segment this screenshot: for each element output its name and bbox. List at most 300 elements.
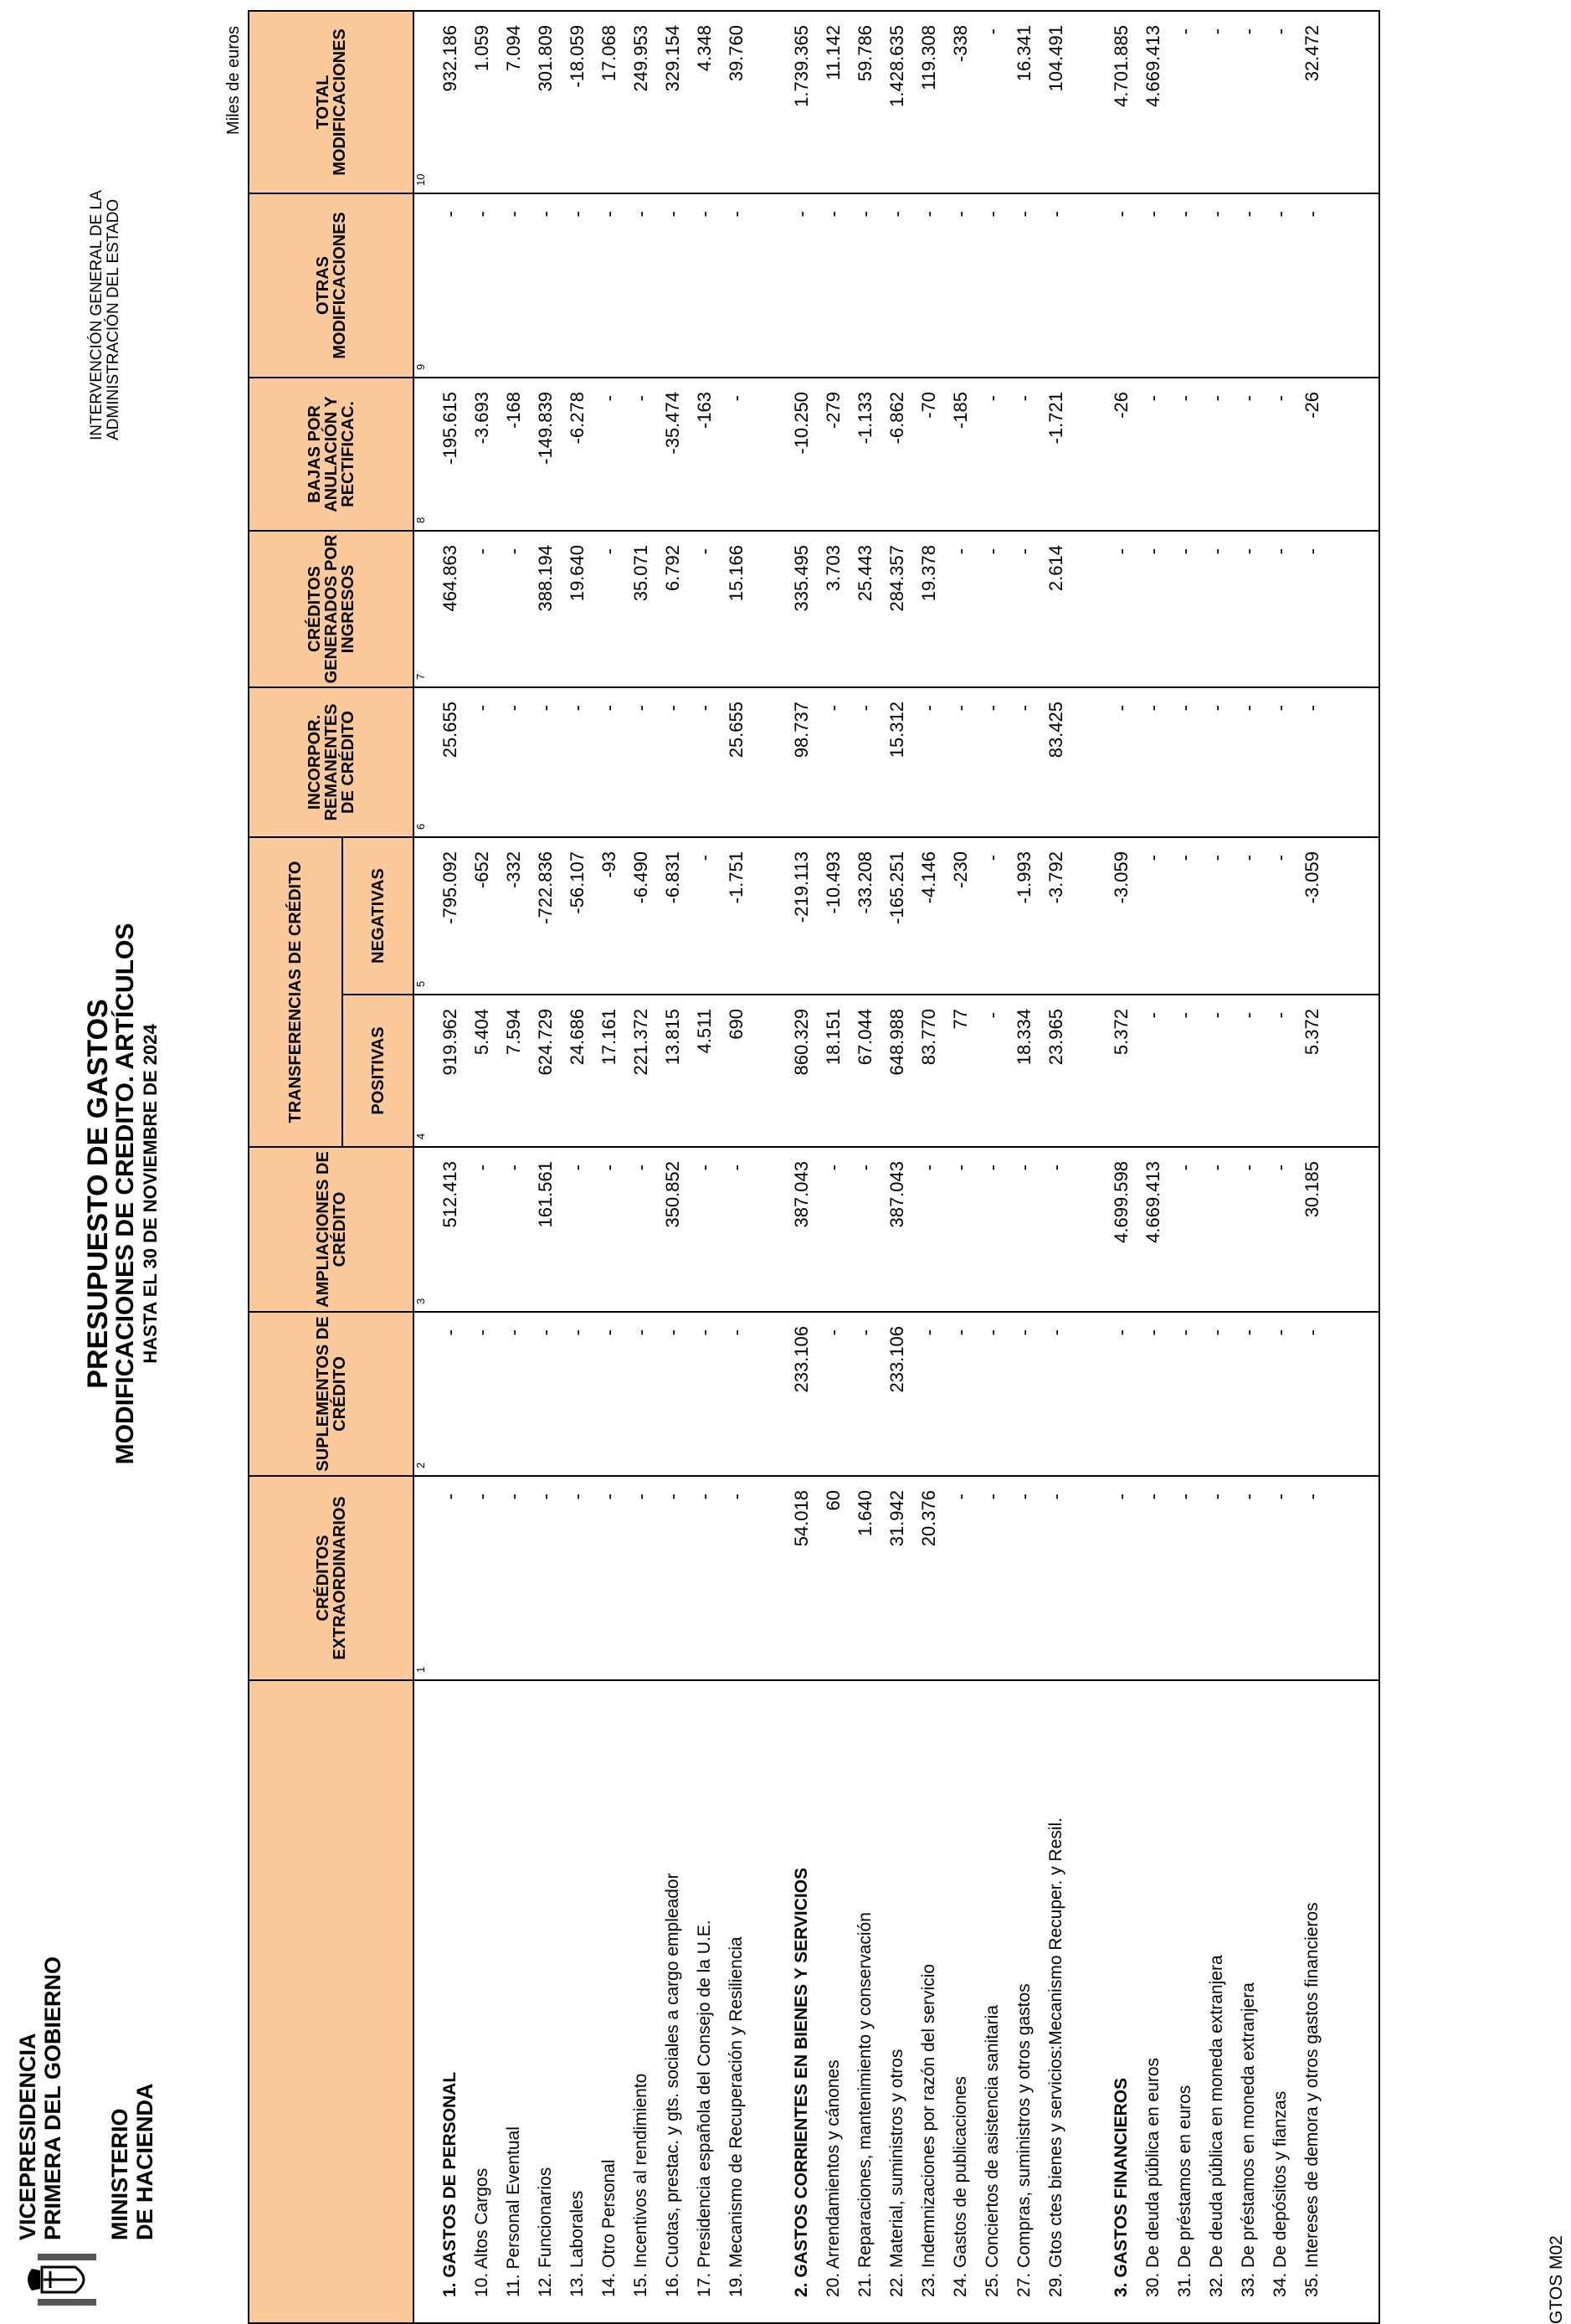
spacer-cell [752,531,786,687]
value-cell: - [1040,193,1072,378]
header-total: TOTAL MODIFICACIONES [249,11,413,193]
value-cell: 83.425 [1040,687,1072,837]
value-cell: - [913,1147,945,1312]
value-cell: - [850,193,881,378]
value-cell: - [1137,1312,1169,1476]
coat-of-arms-logo [25,2250,105,2309]
value-cell: 464.863 [434,531,466,687]
column-number: 5 [413,837,434,995]
value-cell: - [1201,531,1233,687]
value-cell: 648.988 [881,995,913,1147]
value-cell: 1.428.635 [881,11,913,193]
value-cell: - [1265,1147,1296,1312]
value-cell: -652 [466,837,498,995]
page-subtitle: MODIFICACIONES DE CREDITO. ARTÍCULOS [111,923,139,1465]
value-cell: - [498,193,530,378]
value-cell: -795.092 [434,837,466,995]
table-row [1201,11,1233,2323]
table-row [530,11,562,2323]
bottom-cell [1328,11,1379,193]
row-label: 22. Material, suministros y otros [881,1680,913,2323]
table-row [562,11,593,2323]
table-row [1009,11,1040,2323]
value-cell: 221.372 [625,995,657,1147]
value-cell: - [721,193,752,378]
value-cell: -163 [689,378,721,531]
header-transferencias: TRANSFERENCIAS DE CRÉDITO [249,837,342,1147]
spacer-cell [1072,1147,1106,1312]
row-label: 13. Laborales [562,1680,593,2323]
value-cell: - [977,1476,1009,1680]
row-label: 16. Cuotas, prestac. y gts. sociales a cargo empleador [657,1680,689,2323]
spacer-cell [1072,531,1106,687]
table-row [1265,11,1296,2323]
ministry-line-2: DE HACIENDA [132,2083,157,2240]
column-number: 8 [413,378,434,531]
bottom-cell [1328,193,1379,378]
value-cell: 624.729 [530,995,562,1147]
page-date: HASTA EL 30 DE NOVIEMBRE DE 2024 [140,1024,161,1364]
table-row [689,11,721,2323]
table-row [1106,11,1137,2323]
row-label: 2. GASTOS CORRIENTES EN BIENES Y SERVICIOS [786,1680,818,2323]
spacer-cell [1072,687,1106,837]
value-cell: 104.491 [1040,11,1072,193]
value-cell: 387.043 [786,1147,818,1312]
value-cell: 5.372 [1296,995,1328,1147]
value-cell: - [689,837,721,995]
value-cell: - [1009,531,1040,687]
value-cell: - [625,1312,657,1476]
value-cell: -6.831 [657,837,689,995]
value-cell: 860.329 [786,995,818,1147]
value-cell: - [1233,1147,1265,1312]
value-cell: -3.792 [1040,837,1072,995]
value-cell: 284.357 [881,531,913,687]
value-cell: 512.413 [434,1147,466,1312]
value-cell: 919.962 [434,995,466,1147]
row-label: 21. Reparaciones, mantenimiento y conservación [850,1680,881,2323]
value-cell: - [562,1312,593,1476]
value-cell: 54.018 [786,1476,818,1680]
row-label: 20. Arrendamientos y cánones [818,1680,850,2323]
spacer-row [752,11,786,2323]
value-cell: - [1169,1147,1201,1312]
value-cell: 19.378 [913,531,945,687]
value-cell: -230 [945,837,977,995]
value-cell: - [1137,687,1169,837]
value-cell: - [1233,995,1265,1147]
value-cell: - [1040,1147,1072,1312]
value-cell: - [434,1312,466,1476]
value-cell: -18.059 [562,11,593,193]
value-cell: - [498,687,530,837]
value-cell: -149.839 [530,378,562,531]
value-cell: 4.701.885 [1106,11,1137,193]
value-cell: - [1137,1476,1169,1680]
bottom-cell [1328,1147,1379,1312]
table-row [1296,11,1328,2323]
value-cell: 18.151 [818,995,850,1147]
value-cell: - [434,1476,466,1680]
value-cell: - [1169,193,1201,378]
column-number: 2 [413,1312,434,1476]
row-label: 24. Gastos de publicaciones [945,1680,977,2323]
spacer-cell [752,193,786,378]
value-cell: 233.106 [881,1312,913,1476]
value-cell: - [562,1147,593,1312]
value-cell: - [818,1147,850,1312]
value-cell: -6.490 [625,837,657,995]
table-row [625,11,657,2323]
table-row [1137,11,1169,2323]
bottom-cell [1328,687,1379,837]
table-row [593,11,625,2323]
value-cell: 161.561 [530,1147,562,1312]
value-cell: 60 [818,1476,850,1680]
bottom-cell [1328,1680,1379,2323]
value-cell: -279 [818,378,850,531]
value-cell: 932.186 [434,11,466,193]
value-cell: - [945,193,977,378]
row-label: 11. Personal Eventual [498,1680,530,2323]
value-cell: -219.113 [786,837,818,995]
value-cell: - [1137,995,1169,1147]
table-row [721,11,752,2323]
agency-line-2: ADMINISTRACIÓN DEL ESTADO [105,198,122,440]
column-number: 10 [413,11,434,193]
row-label: 3. GASTOS FINANCIEROS [1106,1680,1137,2323]
value-cell: 11.142 [818,11,850,193]
ministry-line-1: MINISTERIO [107,2108,132,2240]
spacer-cell [1072,378,1106,531]
header-ampliaciones: AMPLIACIONES DE CRÉDITO [249,1147,413,1312]
value-cell: 690 [721,995,752,1147]
value-cell: - [1009,1147,1040,1312]
column-number: 6 [413,687,434,837]
ministry-name [107,2083,157,2240]
value-cell: - [1106,193,1137,378]
row-label: 32. De deuda pública en moneda extranjera [1201,1680,1233,2323]
table-row [1040,11,1072,2323]
value-cell: - [498,531,530,687]
value-cell: - [1009,1312,1040,1476]
table-row [786,11,818,2323]
value-cell: 18.334 [1009,995,1040,1147]
value-cell: - [818,1312,850,1476]
value-cell: - [1296,193,1328,378]
value-cell: - [466,531,498,687]
modifications-table [248,10,1380,2324]
value-cell: 15.312 [881,687,913,837]
value-cell: 19.640 [562,531,593,687]
value-cell: - [1233,193,1265,378]
value-cell: - [530,1312,562,1476]
value-cell: 98.737 [786,687,818,837]
value-cell: -195.615 [434,378,466,531]
report-code: GTOS M02 [1547,2235,1566,2324]
value-cell: - [945,531,977,687]
bottom-cell [1328,837,1379,995]
value-cell: - [625,193,657,378]
org-line-2: PRIMERA DEL GOBIERNO [40,1956,65,2240]
value-cell: - [1169,11,1201,193]
value-cell: 30.185 [1296,1147,1328,1312]
value-cell: 24.686 [562,995,593,1147]
value-cell: -168 [498,378,530,531]
value-cell: - [1169,531,1201,687]
value-cell: - [1106,1476,1137,1680]
value-cell: 83.770 [913,995,945,1147]
value-cell: - [466,1476,498,1680]
header-negativas: NEGATIVAS [342,837,413,995]
row-label: 25. Conciertos de asistencia sanitaria [977,1680,1009,2323]
value-cell: - [1169,1476,1201,1680]
value-cell: - [625,687,657,837]
value-cell: - [945,687,977,837]
org-name [15,1956,65,2240]
table-row [913,11,945,2323]
value-cell: 5.404 [466,995,498,1147]
value-cell: - [1009,378,1040,531]
value-cell: 23.965 [1040,995,1072,1147]
row-label: 31. De préstamos en euros [1169,1680,1201,2323]
spacer-cell [752,687,786,837]
value-cell: - [1169,837,1201,995]
value-cell: - [1233,687,1265,837]
value-cell: 335.495 [786,531,818,687]
value-cell: 329.154 [657,11,689,193]
value-cell: 6.792 [657,531,689,687]
value-cell: - [1201,995,1233,1147]
value-cell: 67.044 [850,995,881,1147]
value-cell: - [1201,1147,1233,1312]
table-row [977,11,1009,2323]
value-cell: 5.372 [1106,995,1137,1147]
row-label: 30. De deuda pública en euros [1137,1680,1169,2323]
page-title: PRESUPUESTO DE GASTOS [82,999,114,1389]
value-cell: - [945,1476,977,1680]
row-label: 23. Indemnizaciones por razón del servicio [913,1680,945,2323]
value-cell: - [721,1476,752,1680]
table-row [818,11,850,2323]
agency-line-1: INTERVENCIÓN GENERAL DE LA [88,190,105,440]
table-row [1233,11,1265,2323]
value-cell: 387.043 [881,1147,913,1312]
value-cell: - [818,687,850,837]
value-cell: - [1265,1312,1296,1476]
value-cell: -1.993 [1009,837,1040,995]
value-cell: - [977,11,1009,193]
value-cell: - [721,1312,752,1476]
value-cell: - [530,1476,562,1680]
value-cell: 3.703 [818,531,850,687]
value-cell: 13.815 [657,995,689,1147]
header-incorporaciones: INCORPOR. REMANENTES DE CRÉDITO [249,687,413,837]
column-number: 7 [413,531,434,687]
spacer-cell [1072,1680,1106,2323]
value-cell: 388.194 [530,531,562,687]
value-cell: - [818,193,850,378]
value-cell: - [913,1312,945,1476]
org-line-1: VICEPRESIDENCIA [15,2033,40,2240]
value-cell: - [466,193,498,378]
value-cell: 17.161 [593,995,625,1147]
spacer-cell [752,1312,786,1476]
row-label: 35. Intereses de demora y otros gastos financieros [1296,1680,1328,2323]
value-cell: 15.166 [721,531,752,687]
spacer-cell [1072,837,1106,995]
value-cell: - [1009,687,1040,837]
value-cell: - [1106,1312,1137,1476]
row-label: 12. Funcionarios [530,1680,562,2323]
value-cell: 32.472 [1296,11,1328,193]
spacer-cell [752,11,786,193]
value-cell: - [1169,1312,1201,1476]
header-extraordinarios: CRÉDITOS EXTRAORDINARIOS [249,1476,413,1680]
row-label: 1. GASTOS DE PERSONAL [434,1680,466,2323]
value-cell: - [1296,1476,1328,1680]
value-cell: -332 [498,837,530,995]
spacer-cell [752,995,786,1147]
value-cell: 20.376 [913,1476,945,1680]
value-cell: 7.594 [498,995,530,1147]
bottom-cell [1328,995,1379,1147]
value-cell: 16.341 [1009,11,1040,193]
value-cell: - [977,531,1009,687]
value-cell: - [689,1312,721,1476]
value-cell: - [1137,378,1169,531]
value-cell: - [625,378,657,531]
value-cell: - [593,531,625,687]
value-cell: -1.751 [721,837,752,995]
value-cell: - [1265,995,1296,1147]
value-cell: - [977,995,1009,1147]
spacer-cell [752,378,786,531]
value-cell: - [498,1147,530,1312]
table-bottom [1328,11,1379,2323]
value-cell: -33.208 [850,837,881,995]
value-cell: - [1201,687,1233,837]
spacer-cell [1072,1476,1106,1680]
value-cell: 39.760 [721,11,752,193]
value-cell: - [913,193,945,378]
value-cell: - [1265,837,1296,995]
value-cell: - [1201,11,1233,193]
value-cell: 301.809 [530,11,562,193]
bottom-cell [1328,378,1379,531]
column-number: 9 [413,193,434,378]
units-label: Miles de euros [224,25,243,135]
value-cell: -93 [593,837,625,995]
column-number-blank [413,1680,434,2323]
value-cell: - [977,1147,1009,1312]
value-cell: 7.094 [498,11,530,193]
row-label: 10. Altos Cargos [466,1680,498,2323]
value-cell: 2.614 [1040,531,1072,687]
value-cell: 4.511 [689,995,721,1147]
value-cell: 249.953 [625,11,657,193]
row-label: 17. Presidencia española del Consejo de la U.E. [689,1680,721,2323]
value-cell: - [850,1312,881,1476]
value-cell: - [434,193,466,378]
value-cell: 1.640 [850,1476,881,1680]
bottom-cell [1328,531,1379,687]
table-row [434,11,466,2323]
value-cell: 25.655 [721,687,752,837]
value-cell: - [593,1312,625,1476]
value-cell: -6.862 [881,378,913,531]
header-otras: OTRAS MODIFICACIONES [249,193,413,378]
value-cell: -338 [945,11,977,193]
column-number-row [413,11,434,2323]
value-cell: - [625,1147,657,1312]
value-cell: - [1169,687,1201,837]
value-cell: - [689,1476,721,1680]
value-cell: -722.836 [530,837,562,995]
value-cell: - [498,1312,530,1476]
table-row [881,11,913,2323]
value-cell: -10.493 [818,837,850,995]
value-cell: - [1265,378,1296,531]
value-cell: 119.308 [913,11,945,193]
row-label: 14. Otro Personal [593,1680,625,2323]
value-cell: 4.348 [689,11,721,193]
value-cell: - [593,378,625,531]
value-cell: -3.693 [466,378,498,531]
value-cell: - [1233,11,1265,193]
header-positivas: POSITIVAS [342,995,413,1147]
row-label: 29. Gtos ctes bienes y servicios:Mecanismo Recuper. y Resil. [1040,1680,1072,2323]
value-cell: - [977,193,1009,378]
table-row [1169,11,1201,2323]
value-cell: - [689,687,721,837]
table-row [466,11,498,2323]
value-cell: - [1265,193,1296,378]
bottom-cell [1328,1476,1379,1680]
value-cell: - [466,1147,498,1312]
value-cell: - [1106,687,1137,837]
value-cell: - [1233,1312,1265,1476]
value-cell: - [1040,1476,1072,1680]
value-cell: 25.443 [850,531,881,687]
value-cell: -165.251 [881,837,913,995]
value-cell: - [498,1476,530,1680]
value-cell: - [850,1147,881,1312]
column-number: 3 [413,1147,434,1312]
value-cell: - [1009,193,1040,378]
value-cell: -6.278 [562,378,593,531]
spacer-cell [752,837,786,995]
value-cell: - [530,193,562,378]
value-cell: - [1169,378,1201,531]
value-cell: - [657,1312,689,1476]
value-cell: -1.133 [850,378,881,531]
value-cell: - [689,1147,721,1312]
value-cell: - [1169,995,1201,1147]
header-suplementos: SUPLEMENTOS DE CRÉDITO [249,1312,413,1476]
value-cell: 17.068 [593,11,625,193]
value-cell: - [1201,378,1233,531]
value-cell: - [1201,837,1233,995]
value-cell: - [1106,531,1137,687]
value-cell: 77 [945,995,977,1147]
header-bajas: BAJAS POR ANULACIÓN Y RECTIFICAC. [249,378,413,531]
table-row [498,11,530,2323]
header-generados: CRÉDITOS GENERADOS POR INGRESOS [249,531,413,687]
value-cell: - [562,687,593,837]
bottom-cell [1328,1312,1379,1476]
